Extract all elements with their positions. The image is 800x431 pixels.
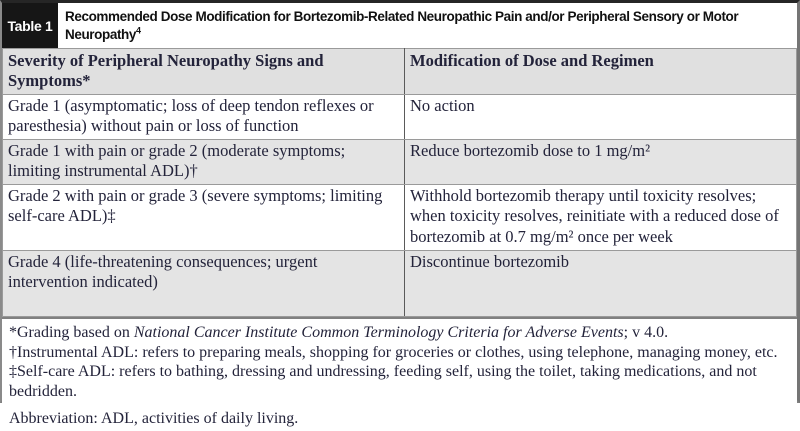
table-header-row [3, 49, 797, 95]
table-title-text: Recommended Dose Modification for Bortezomib-Related Neuropathic Pain and/or Peripheral Sensory or Motor Neuropathy [65, 8, 739, 42]
footnote-instrumental-adl: †Instrumental ADL: refers to preparing meals, shopping for groceries or clothes, using telephone, managing money, etc. [9, 343, 778, 361]
table-caption-bar [2, 3, 797, 48]
table-row [3, 94, 797, 139]
table-row [3, 184, 797, 250]
footnote-selfcare-adl: ‡Self-care ADL: refers to bathing, dressing and undressing, feeding self, using the toilet, taking medications, and not bedridden. [9, 363, 757, 401]
modification-cell: Reduce bortezomib dose to 1 mg/m² [405, 139, 797, 184]
footnotes-section [2, 317, 797, 431]
table-number-label: Table 1 [2, 3, 58, 48]
dose-modification-table [2, 48, 797, 317]
severity-cell: Grade 2 with pain or grade 3 (severe symptoms; limiting self-care ADL)‡ [3, 184, 405, 250]
footnote-grading-suffix: ; v 4.0. [623, 323, 669, 341]
severity-cell: Grade 1 with pain or grade 2 (moderate symptoms; limiting instrumental ADL)† [3, 139, 405, 184]
column-header-modification: Modification of Dose and Regimen [405, 49, 797, 95]
column-header-severity: Severity of Peripheral Neuropathy Signs and Symptoms* [3, 49, 405, 95]
modification-cell: Withhold bortezomib therapy until toxicity resolves; when toxicity resolves, reinitiate with a reduced dose of bortezomib at 0.7 mg/m² once per week [405, 184, 797, 250]
modification-cell: No action [405, 94, 797, 139]
modification-cell: Discontinue bortezomib [405, 250, 797, 316]
footnote-grading-citation: National Cancer Institute Common Terminology Criteria for Adverse Events [133, 323, 624, 341]
severity-cell: Grade 4 (life-threatening consequences; urgent intervention indicated) [3, 250, 405, 316]
table-title-reference: 4 [136, 25, 141, 35]
table-row [3, 250, 797, 316]
footnote-abbreviation: Abbreviation: ADL, activities of daily living. [9, 410, 299, 428]
footnote-grading-prefix: *Grading based on [9, 323, 134, 341]
table-row [3, 139, 797, 184]
footnote-grading [9, 323, 790, 343]
table-title [58, 3, 797, 48]
severity-cell: Grade 1 (asymptomatic; loss of deep tendon reflexes or paresthesia) without pain or loss of function [3, 94, 405, 139]
